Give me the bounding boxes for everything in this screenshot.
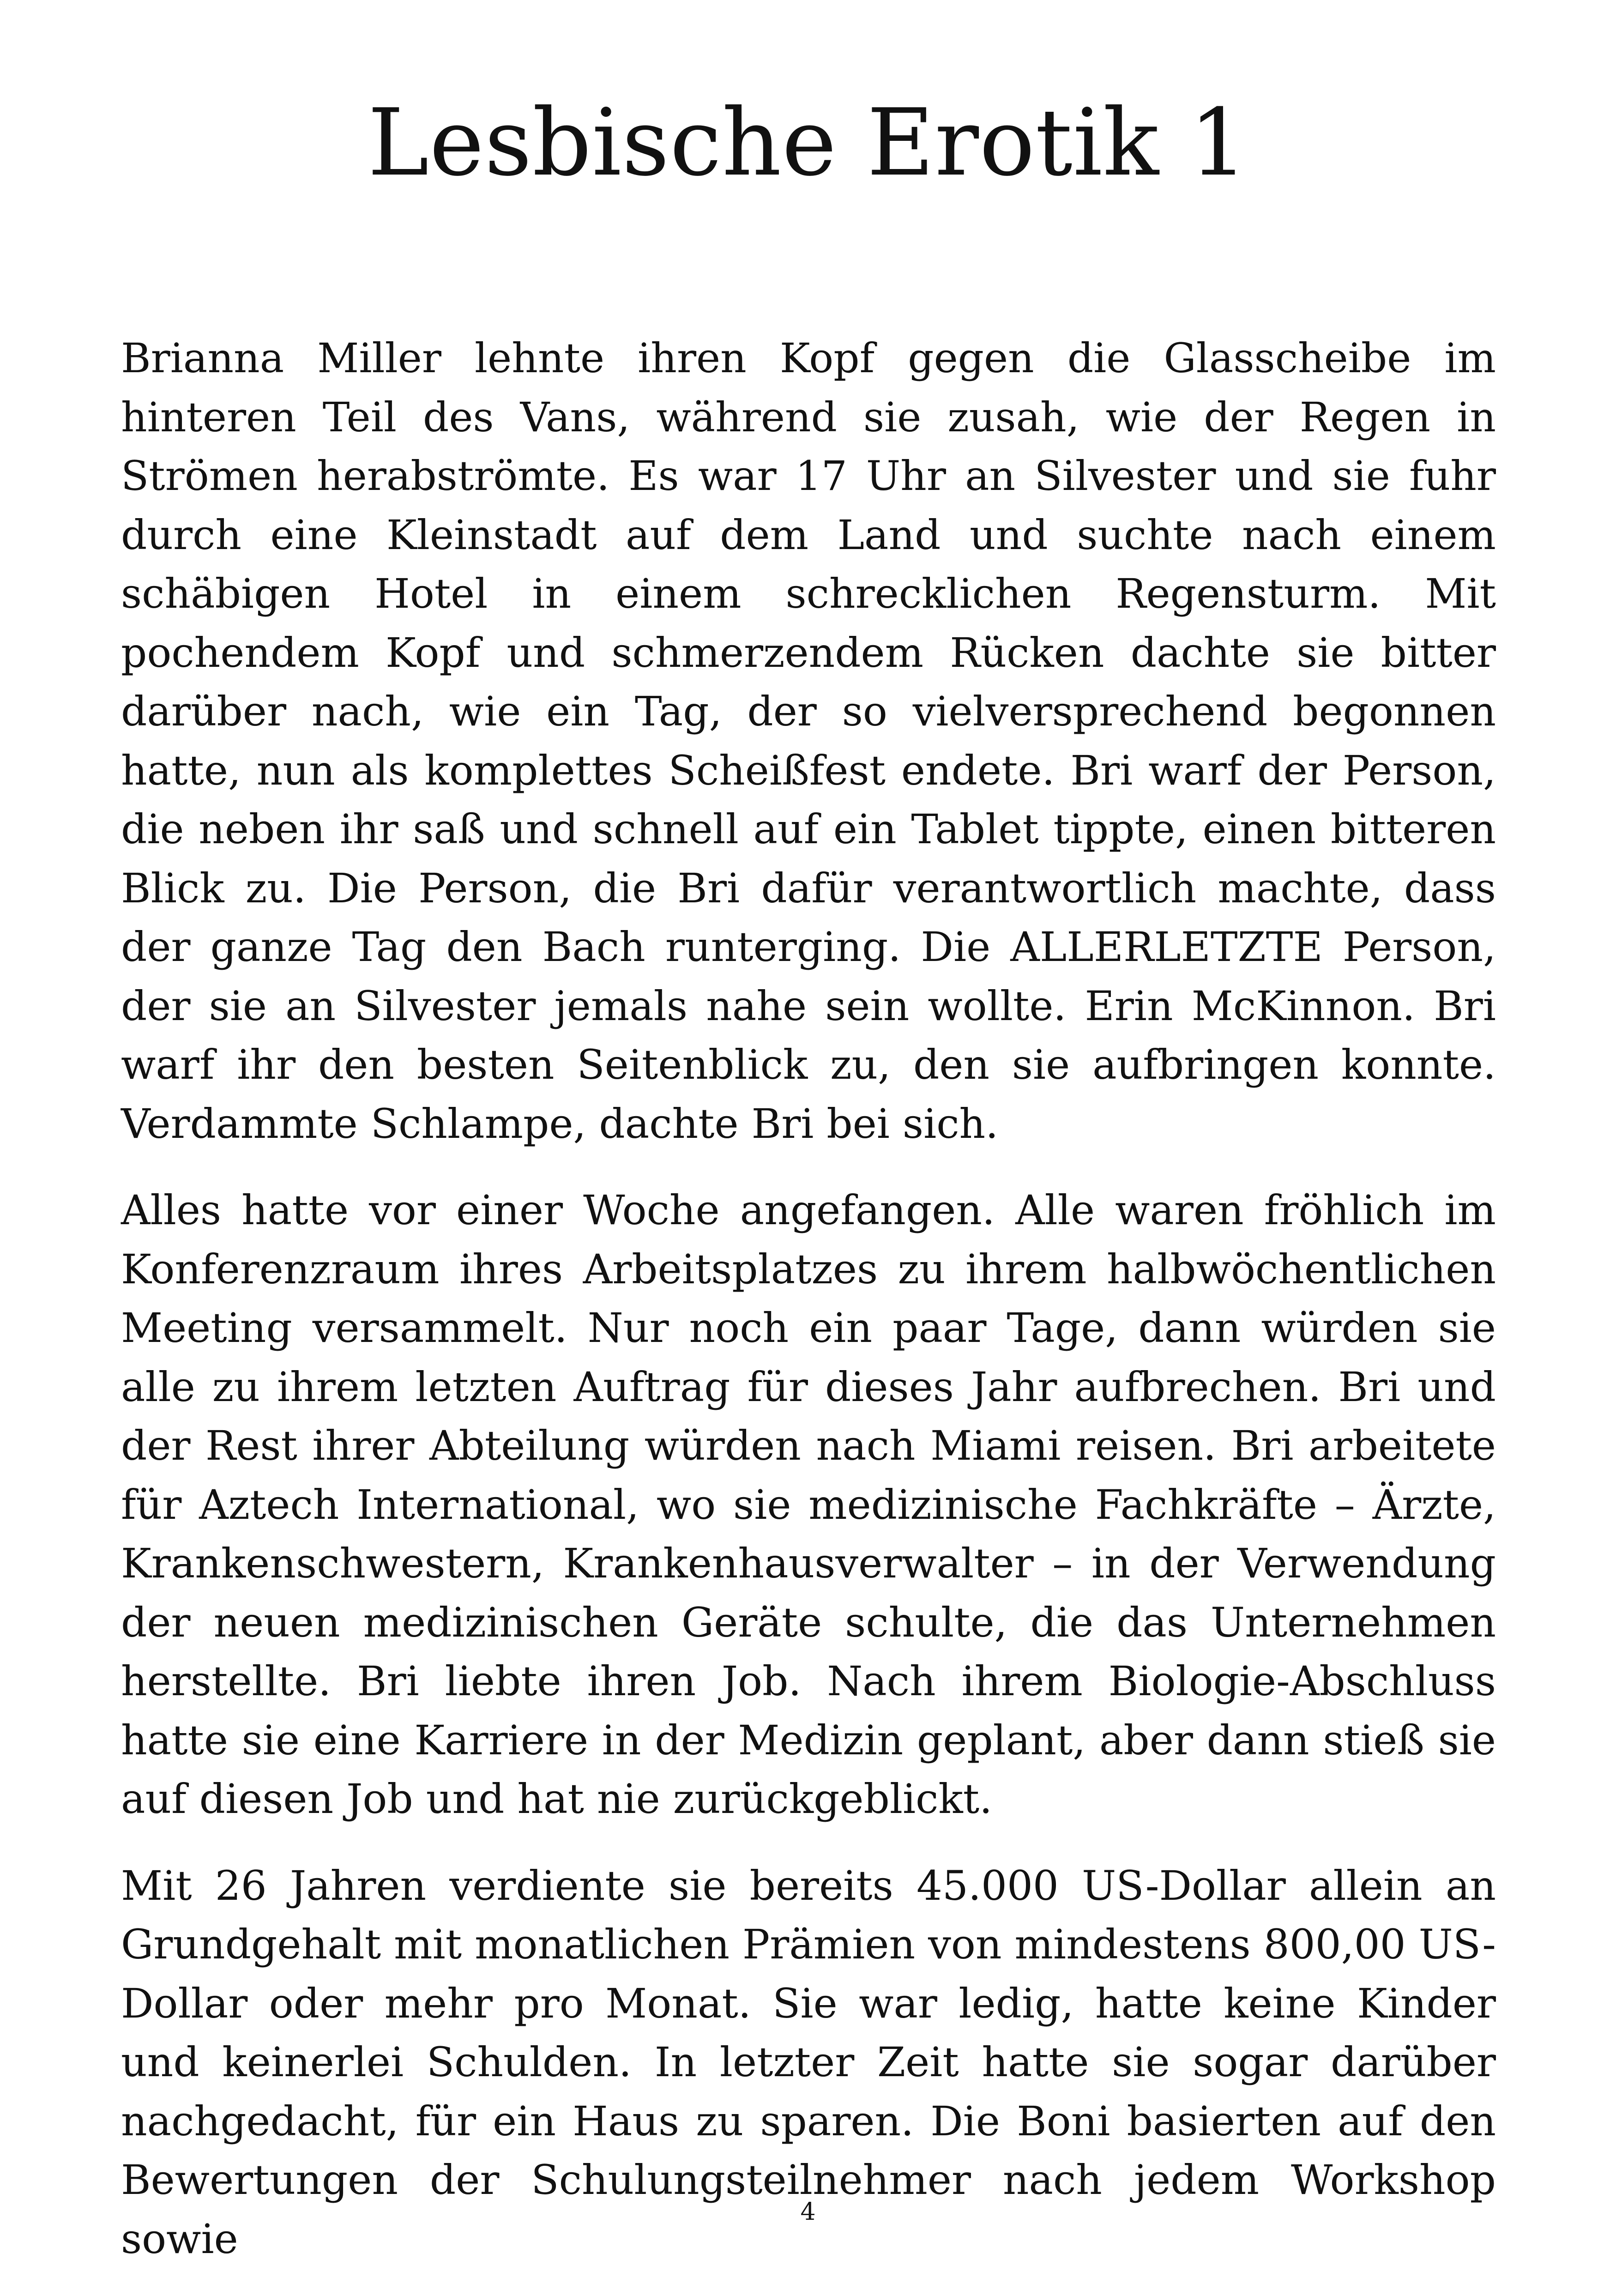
paragraph-3: Mit 26 Jahren verdiente sie bereits 45.000 US-Dollar allein an Grundgehalt mit monatlichen Prämien von mindestens 800,00 US-Dollar oder mehr pro Monat. Sie war ledig, hatte keine Kinder und keinerlei Schulden. In letzter Zeit hatte sie sogar darüber nachgedacht, für ein Haus zu sparen. Die Boni basierten auf den Bewertungen der Schulungsteilnehmer nach jedem Workshop sowie — [121, 1861, 1496, 2263]
page-title: Lesbische Erotik 1 — [368, 89, 1248, 197]
paragraph-1: Brianna Miller lehnte ihren Kopf gegen die Glasscheibe im hinteren Teil des Vans, während sie zusah, wie der Regen in Strömen herabströmte. Es war 17 Uhr an Silvester und sie fuhr durch eine Kleinstadt auf dem Land und suchte nach einem schäbigen Hotel in einem schrecklichen Regensturm. Mit pochendem Kopf und schmerzendem Rücken dachte sie bitter darüber nach, wie ein Tag, der so vielversprechend begonnen hatte, nun als komplettes Scheißfest endete. Bri warf der Person, die neben ihr saß und schnell auf ein Tablet tippte, einen bitteren Blick zu. Die Person, die Bri dafür verantwortlich machte, dass der ganze Tag den Bach runterging. Die ALLERLETZTE Person, der sie an Silvester jemals nahe sein wollte. Erin McKinnon. Bri warf ihr den besten Seitenblick zu, den sie aufbringen konnte. Verdammte Schlampe, dachte Bri bei sich. — [121, 334, 1496, 1148]
paragraph-2: Alles hatte vor einer Woche angefangen. Alle waren fröhlich im Konferenzraum ihres Arbeitsplatzes zu ihrem halbwöchentlichen Meeting versammelt. Nur noch ein paar Tage, dann würden sie alle zu ihrem letzten Auftrag für dieses Jahr aufbrechen. Bri und der Rest ihrer Abteilung würden nach Miami reisen. Bri arbeitete für Aztech International, wo sie medizinische Fachkräfte – Ärzte, Krankenschwestern, Krankenhausverwalter – in der Verwendung der neuen medizinischen Geräte schulte, die das Unternehmen herstellte. Bri liebte ihren Job. Nach ihrem Biologie-Abschluss hatte sie eine Karriere in der Medizin geplant, aber dann stieß sie auf diesen Job und hat nie zurückgeblickt. — [121, 1186, 1496, 1823]
body-text — [121, 329, 1496, 2296]
page-number: 4 — [800, 2198, 816, 2226]
